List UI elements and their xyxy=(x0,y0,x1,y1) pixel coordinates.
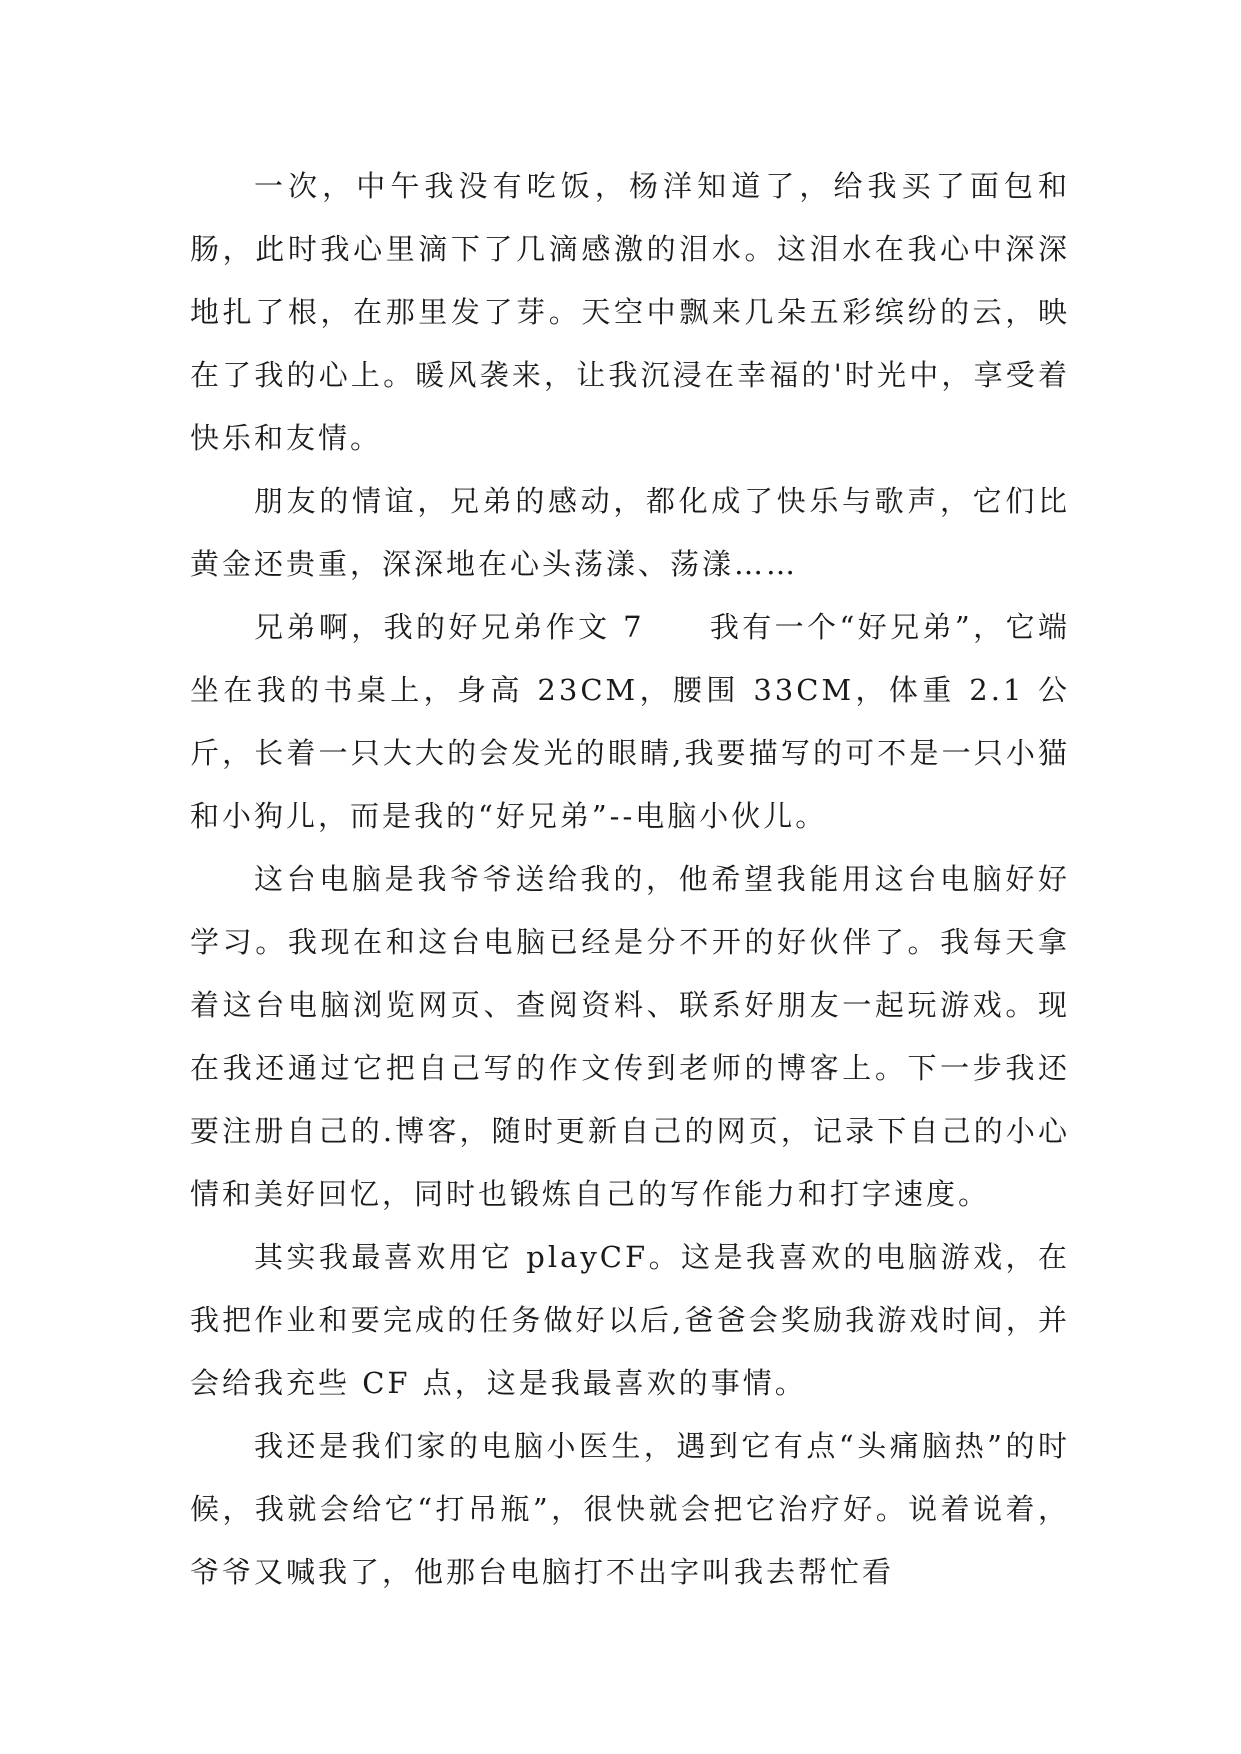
paragraph-lunch-bread: 一次，中午我没有吃饭，杨洋知道了，给我买了面包和肠，此时我心里滴下了几滴感激的泪水。这泪水在我心中深深地扎了根，在那里发了芽。天空中飘来几朵五彩缤纷的云，映在了我的心上。暖风袭来，让我沉浸在幸福的'时光中，享受着快乐和友情。 xyxy=(190,169,1070,455)
paragraph-computer-doctor: 我还是我们家的电脑小医生，遇到它有点“头痛脑热”的时候，我就会给它“打吊瓶”，很快就会把它治疗好。说着说着，爷爷又喊我了，他那台电脑打不出字叫我去帮忙看 xyxy=(190,1429,1070,1589)
paragraph-good-brother-intro: 兄弟啊，我的好兄弟作文 7 我有一个“好兄弟”，它端坐在我的书桌上，身高 23CM，腰围 33CM，体重 2.1 公斤，长着一只大大的会发光的眼睛,我要描写的可不是一只小猫和小狗儿，而是我的“好兄弟”--电脑小伙儿。 xyxy=(190,610,1070,833)
document-body xyxy=(190,155,1070,1604)
paragraph-friendship: 朋友的情谊，兄弟的感动，都化成了快乐与歌声，它们比黄金还贵重，深深地在心头荡漾、荡漾…… xyxy=(190,484,1070,581)
paragraph-play-cf: 其实我最喜欢用它 playCF。这是我喜欢的电脑游戏，在我把作业和要完成的任务做好以后,爸爸会奖励我游戏时间，并会给我充些 CF 点，这是我最喜欢的事情。 xyxy=(190,1240,1070,1400)
paragraph-computer-gift: 这台电脑是我爷爷送给我的，他希望我能用这台电脑好好学习。我现在和这台电脑已经是分不开的好伙伴了。我每天拿着这台电脑浏览网页、查阅资料、联系好朋友一起玩游戏。现在我还通过它把自己写的作文传到老师的博客上。下一步我还要注册自己的.博客，随时更新自己的网页，记录下自己的小心情和美好回忆，同时也锻炼自己的写作能力和打字速度。 xyxy=(190,862,1070,1211)
